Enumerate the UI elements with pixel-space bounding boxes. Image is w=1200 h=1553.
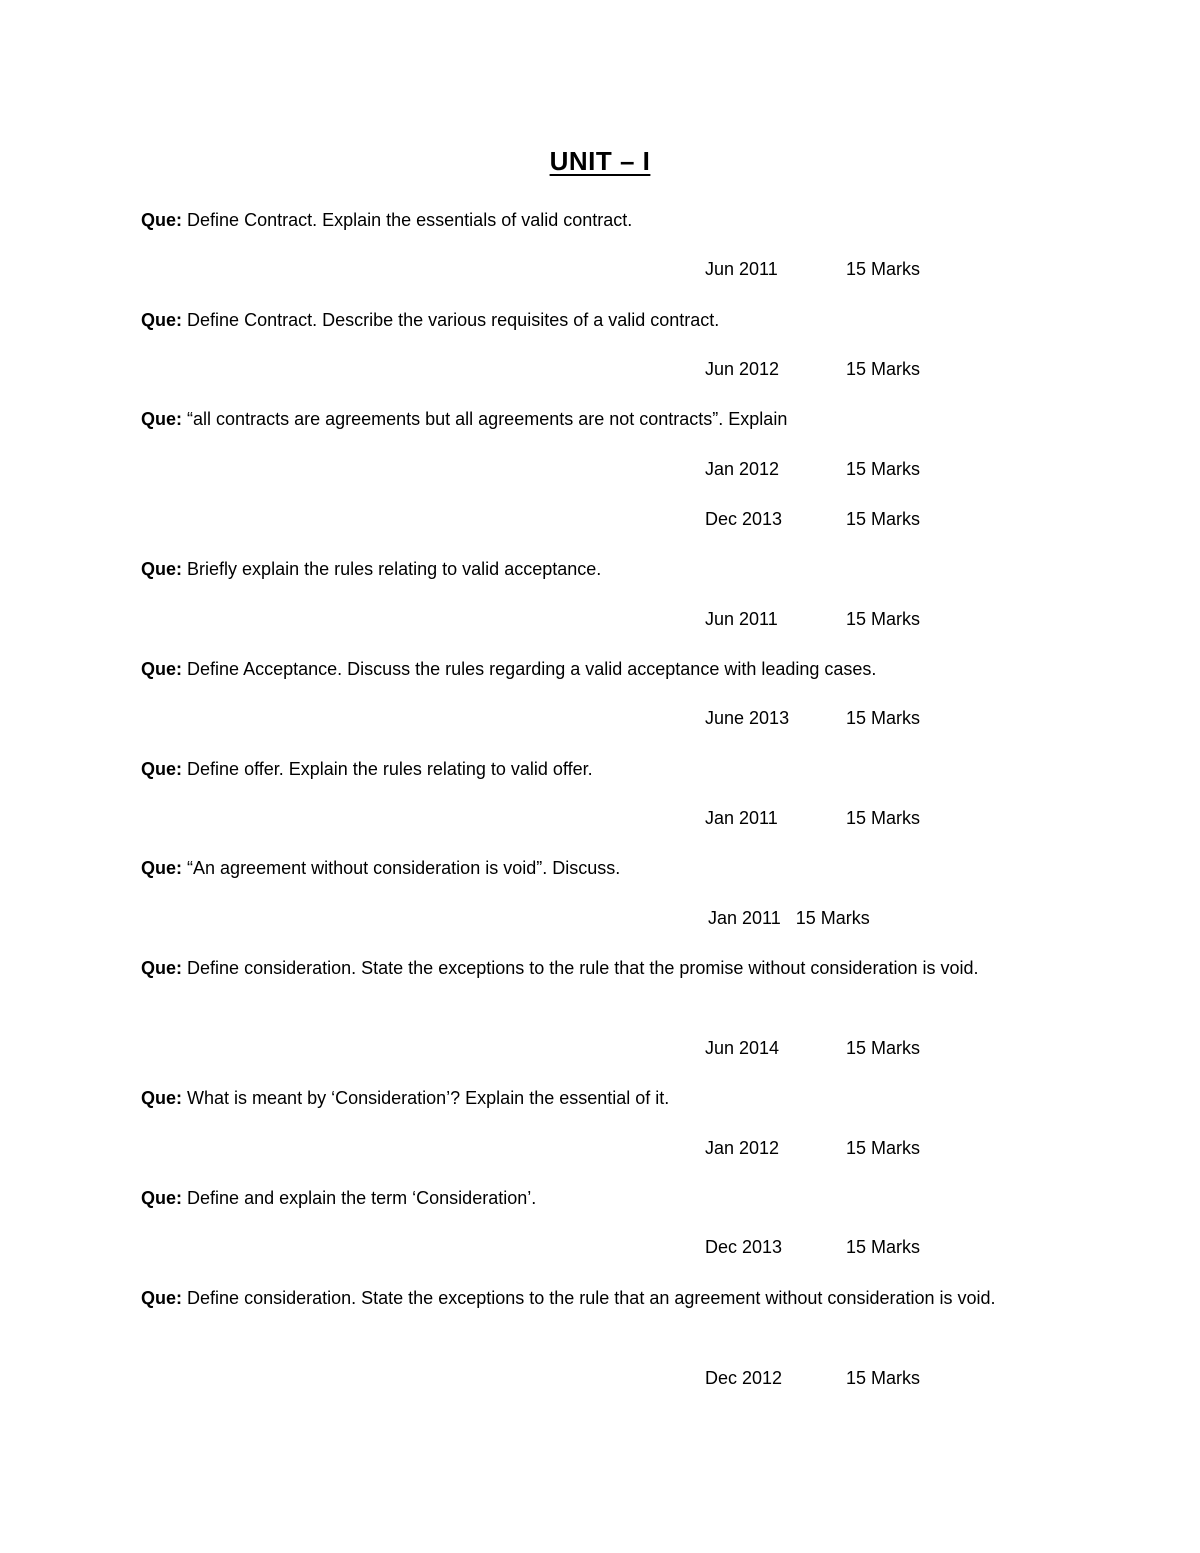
que-label: Que: (141, 409, 183, 429)
exam-marks: 15 Marks (846, 1237, 921, 1257)
exam-marks: 15 Marks (846, 1138, 921, 1158)
question-text: Define offer. Explain the rules relating to valid offer. (187, 759, 593, 779)
exam-date: Jan 2011 (708, 908, 781, 928)
question-8 (141, 953, 1051, 983)
question-text: Define Acceptance. Discuss the rules regarding a valid acceptance with leading cases. (187, 659, 877, 679)
exam-marks: 15 Marks (846, 609, 921, 629)
question-5 (141, 654, 1051, 684)
question-1 (141, 205, 1051, 235)
unit-title: UNIT – I (549, 146, 651, 176)
exam-marks: 15 Marks (846, 459, 921, 479)
question-text: “An agreement without consideration is void”. Discuss. (187, 858, 621, 878)
question-2 (141, 305, 1051, 335)
exam-marks: 15 Marks (846, 359, 921, 379)
exam-marks: 15 Marks (795, 908, 870, 928)
question-text: Define Contract. Describe the various requisites of a valid contract. (187, 310, 720, 330)
exam-date: Jun 2012 (705, 359, 780, 379)
que-label: Que: (141, 759, 183, 779)
que-label: Que: (141, 1288, 183, 1308)
question-4 (141, 554, 1051, 584)
exam-date: Jun 2011 (705, 259, 778, 279)
exam-date: Jan 2012 (705, 459, 780, 479)
que-label: Que: (141, 1088, 183, 1108)
exam-marks: 15 Marks (846, 509, 921, 529)
exam-marks: 15 Marks (846, 708, 921, 728)
question-text: Define and explain the term ‘Consideration’. (187, 1188, 537, 1208)
que-label: Que: (141, 1188, 183, 1208)
exam-date: Dec 2012 (705, 1368, 783, 1388)
que-label: Que: (141, 310, 183, 330)
que-label: Que: (141, 958, 183, 978)
question-text: Define Contract. Explain the essentials of valid contract. (187, 210, 633, 230)
que-label: Que: (141, 659, 183, 679)
exam-date: Jun 2011 (705, 609, 778, 629)
question-text: Define consideration. State the exceptions to the rule that the promise without consideration is void. (187, 958, 979, 978)
question-text: Briefly explain the rules relating to valid acceptance. (187, 559, 602, 579)
exam-marks: 15 Marks (846, 259, 921, 279)
exam-date: Dec 2013 (705, 1237, 783, 1257)
question-7 (141, 853, 1051, 883)
exam-marks: 15 Marks (846, 1038, 921, 1058)
exam-date: Jan 2011 (705, 808, 778, 828)
exam-date: Dec 2013 (705, 509, 783, 529)
question-9 (141, 1083, 1051, 1113)
que-label: Que: (141, 858, 183, 878)
question-text: Define consideration. State the exceptions to the rule that an agreement without consideration is void. (187, 1288, 996, 1308)
que-label: Que: (141, 559, 183, 579)
question-text: “all contracts are agreements but all agreements are not contracts”. Explain (187, 409, 788, 429)
exam-marks: 15 Marks (846, 1368, 921, 1388)
question-11 (141, 1283, 1051, 1313)
exam-date: Jan 2012 (705, 1138, 780, 1158)
exam-marks: 15 Marks (846, 808, 921, 828)
que-label: Que: (141, 210, 183, 230)
question-6 (141, 754, 1051, 784)
question-7-meta (708, 906, 870, 930)
question-3 (141, 404, 1051, 434)
question-10 (141, 1183, 1051, 1213)
exam-date: Jun 2014 (705, 1038, 780, 1058)
question-text: What is meant by ‘Consideration’? Explain the essential of it. (187, 1088, 670, 1108)
exam-date: June 2013 (705, 708, 790, 728)
